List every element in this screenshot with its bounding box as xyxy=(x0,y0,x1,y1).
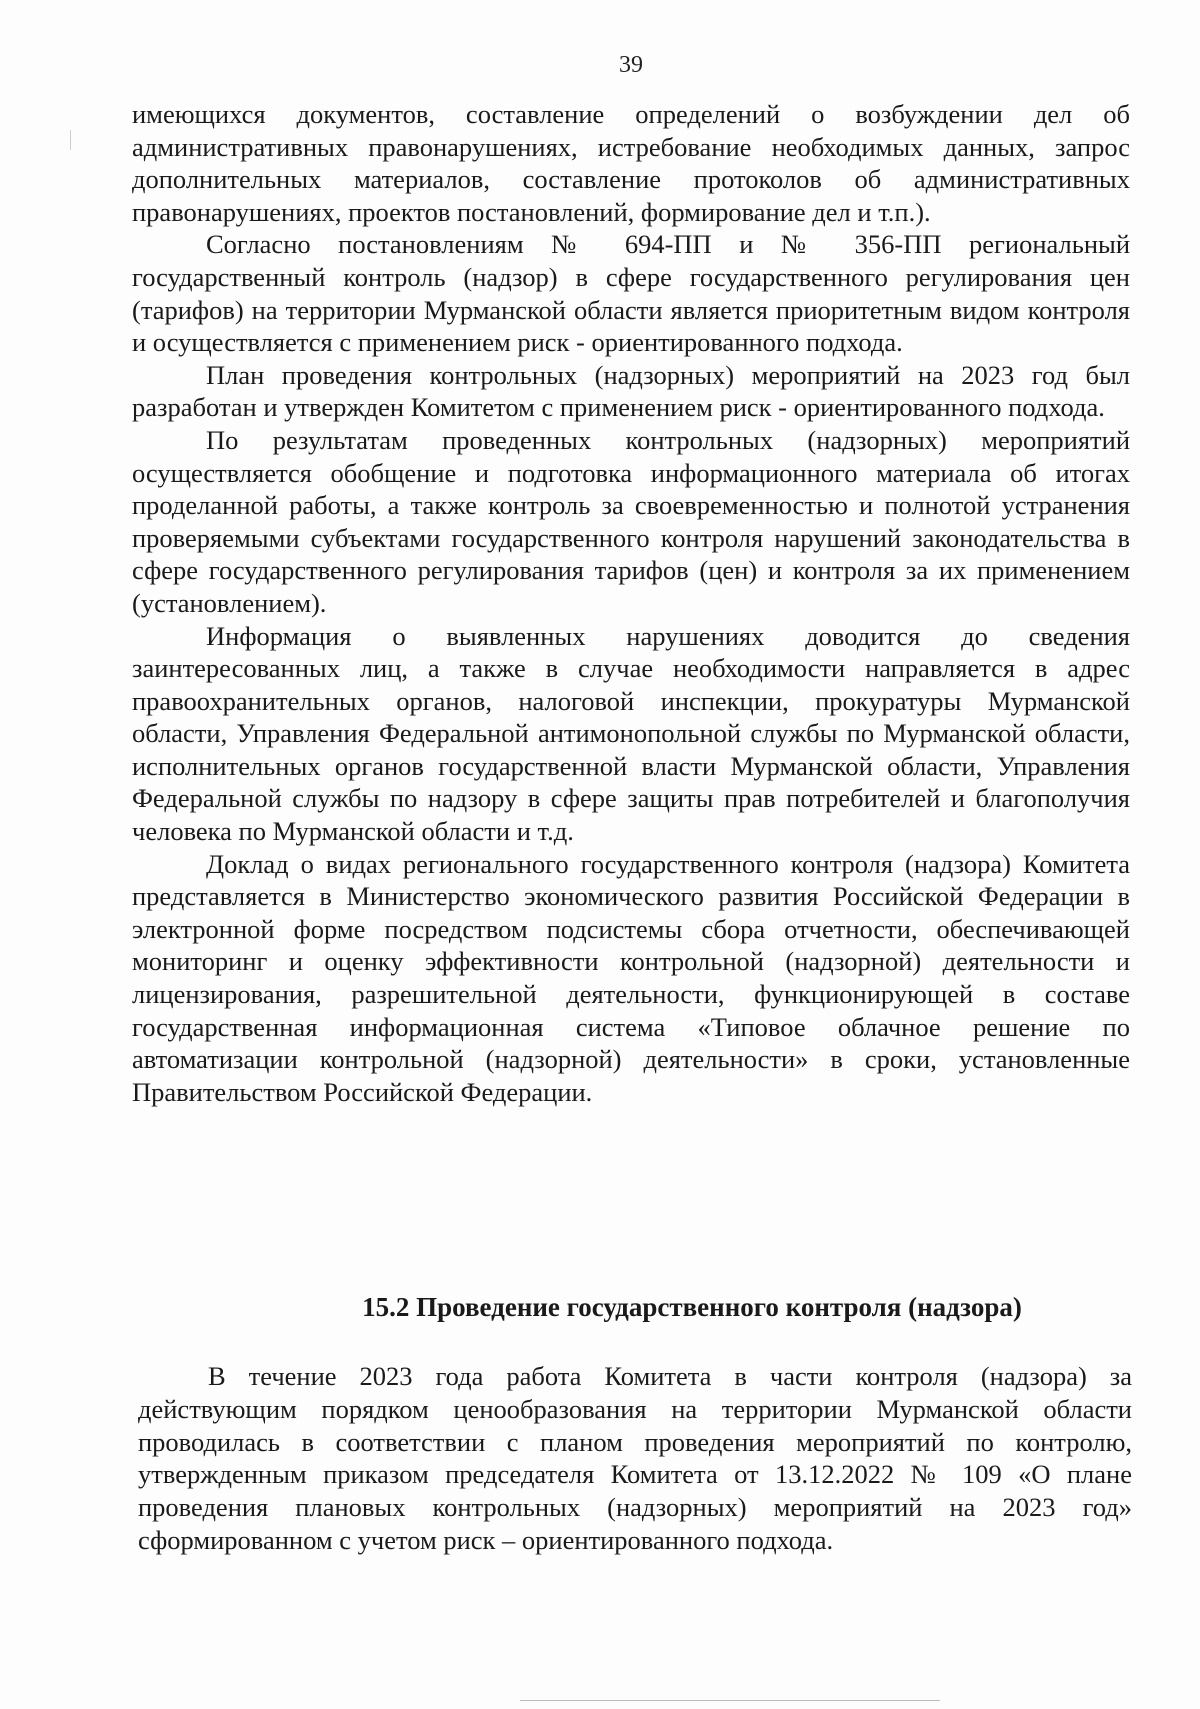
paragraph-priority-control: Согласно постановлениям № 694-ПП и № 356-ПП региональный государственный контроль (надзор) в сфере государственного регулирования цен (тарифов) на территории Мурманской области является приоритетным видом контроля и осуществляется с применением риск - ориентированного подхода. xyxy=(132,229,1130,358)
paragraph-results: По результатам проведенных контрольных (надзорных) мероприятий осуществляется обобщение и подготовка информационного материала об итогах проделанной работы, а также контроль за своевременностью и полнотой устранения проверяемыми субъектами государственного контроля нарушений законодательства в сфере государственного регулирования тарифов (цен) и контроля за их применением (установлением). xyxy=(132,424,1130,618)
paragraph-continuation: имеющихся документов, составление определений о возбуждении дел об административных правонарушениях, истребование необходимых данных, запрос дополнительных материалов, составление протоколов об административных правонарушениях, проектов постановлений, формирование дел и т.п.). xyxy=(132,99,1130,227)
body-text xyxy=(132,98,1130,1108)
scan-artifact-line xyxy=(520,1700,940,1701)
paragraph-information: Информация о выявленных нарушениях доводится до сведения заинтересованных лиц, а также в случае необходимости направляется в адрес правоохранительных органов, налоговой инспекции, прокуратуры Мурманской области, Управления Федеральной антимонопольной службы по Мурманской области, исполнительных органов государственной власти Мурманской области, Управления Федеральной службы по надзору в сфере защиты прав потребителей и благополучия человека по Мурманской области и т.д. xyxy=(132,620,1130,847)
page-number: 39 xyxy=(619,52,643,78)
section-text xyxy=(138,1360,1132,1557)
paragraph-report: Доклад о видах регионального государственного контроля (надзора) Комитета представляется в Министерство экономического развития Российской Федерации в электронной форме посредством подсистемы сбора отчетности, обеспечивающей мониторинг и оценку эффективности контрольной (надзорной) деятельности и лицензирования, разрешительной деятельности, функционирующей в составе государственная информационная система «Типовое облачное решение по автоматизации контрольной (надзорной) деятельности» в сроки, установленные Правительством Российской Федерации. xyxy=(132,848,1130,1107)
paragraph-plan-2023: План проведения контрольных (надзорных) мероприятий на 2023 год был разработан и утвержден Комитетом с применением риск - ориентированного подхода. xyxy=(132,359,1130,423)
paragraph-section-2023: В течение 2023 года работа Комитета в части контроля (надзора) за действующим порядком ценообразования на территории Мурманской области проводилась в соответствии с планом проведения мероприятий по контролю, утвержденным приказом председателя Комитета от 13.12.2022 № 109 «О плане проведения плановых контрольных (надзорных) мероприятий на 2023 год» сформированном с учетом риск – ориентированного подхода. xyxy=(138,1361,1132,1555)
section-heading: 15.2 Проведение государственного контроля (надзора) xyxy=(362,1292,1022,1322)
scan-artifact-mark xyxy=(70,130,71,150)
